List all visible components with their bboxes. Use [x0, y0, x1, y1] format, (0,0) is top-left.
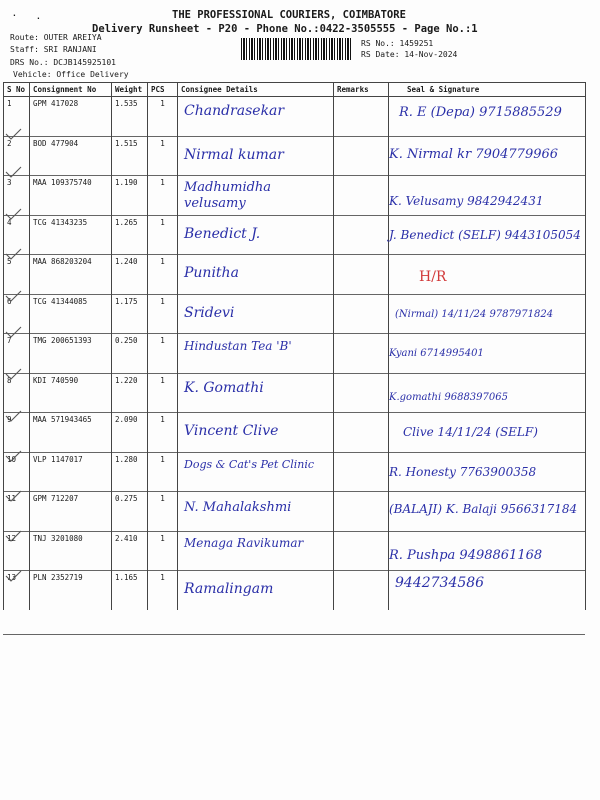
signature-handwriting: J. Benedict (SELF) 9443105054: [389, 227, 581, 242]
tick-icon: [6, 491, 21, 501]
row-weight: 1.240: [112, 255, 148, 295]
consignee-handwriting: Chandrasekar: [184, 103, 285, 119]
rs-date: RS Date: 14-Nov-2024: [361, 50, 458, 59]
row-remarks: [334, 373, 389, 413]
tick-icon: [6, 167, 21, 177]
col-signature: Seal & Signature: [389, 83, 586, 97]
table-row: [4, 531, 586, 571]
row-pcs: 1: [148, 255, 178, 295]
row-remarks: [334, 136, 389, 176]
row-signature-cell: [389, 255, 586, 295]
consignee-handwriting: Nirmal kumar: [184, 146, 284, 163]
col-weight: Weight: [112, 83, 148, 97]
table-row: [4, 492, 586, 532]
consignee-handwriting: K. Gomathi: [184, 379, 264, 396]
row-consignment: TCG 41343235: [30, 215, 112, 255]
table-row: [4, 176, 586, 216]
tick-icon: [6, 369, 21, 379]
tick-marks: [2, 120, 26, 640]
vehicle-label: Vehicle: Office Delivery: [13, 70, 129, 79]
row-sno: 10: [4, 452, 30, 492]
table-row: [4, 334, 586, 374]
tick-icon: [6, 411, 21, 421]
tick-icon: [6, 571, 21, 581]
row-weight: 0.250: [112, 334, 148, 374]
row-sno: 11: [4, 492, 30, 532]
row-consignment: TNJ 3201080: [30, 531, 112, 571]
row-weight: 1.190: [112, 176, 148, 216]
row-pcs: 1: [148, 373, 178, 413]
signature-handwriting: Clive 14/11/24 (SELF): [403, 425, 538, 439]
row-remarks: [334, 571, 389, 611]
table-row: [4, 373, 586, 413]
row-weight: 1.220: [112, 373, 148, 413]
route-label: Route: OUTER AREIYA: [10, 33, 102, 42]
col-sno: S No: [4, 83, 30, 97]
tick-icon: [6, 327, 21, 337]
row-signature-cell: [389, 571, 586, 611]
row-signature-cell: [389, 294, 586, 334]
row-sno: 12: [4, 531, 30, 571]
row-pcs: 1: [148, 97, 178, 137]
row-pcs: 1: [148, 531, 178, 571]
row-sno: 4: [4, 215, 30, 255]
consignee-handwriting: Punitha: [184, 265, 239, 281]
row-consignment: MAA 571943465: [30, 413, 112, 453]
row-consignee-cell: [178, 176, 334, 216]
row-sno: 9: [4, 413, 30, 453]
col-consignment: Consignment No: [30, 83, 112, 97]
consignee-handwriting: Vincent Clive: [184, 423, 279, 439]
signature-handwriting: K. Velusamy 9842942431: [389, 194, 544, 208]
row-sno: 7: [4, 334, 30, 374]
col-remarks: Remarks: [334, 83, 389, 97]
table-row: [4, 136, 586, 176]
row-remarks: [334, 334, 389, 374]
signature-handwriting: R. Honesty 7763900358: [389, 464, 537, 479]
row-remarks: [334, 452, 389, 492]
corner-mark: .: [12, 9, 17, 18]
row-pcs: 1: [148, 136, 178, 176]
row-weight: 1.175: [112, 294, 148, 334]
delivery-table: [3, 82, 586, 610]
row-consignment: VLP 1147017: [30, 452, 112, 492]
consignee-handwriting: Hindustan Tea 'B': [184, 339, 292, 353]
row-sno: 3: [4, 176, 30, 216]
row-consignee-cell: [178, 97, 334, 137]
row-pcs: 1: [148, 452, 178, 492]
consignee-handwriting: Madhumidha velusamy: [184, 180, 272, 211]
row-sno: 13: [4, 571, 30, 611]
row-consignee-cell: [178, 255, 334, 295]
row-signature-cell: [389, 334, 586, 374]
row-weight: 1.165: [112, 571, 148, 611]
row-weight: 1.280: [112, 452, 148, 492]
row-consignment: KDI 740590: [30, 373, 112, 413]
row-pcs: 1: [148, 492, 178, 532]
row-signature-cell: [389, 492, 586, 532]
tick-icon: [6, 249, 21, 259]
table-bottom-rule: [3, 634, 585, 635]
row-sno: 6: [4, 294, 30, 334]
consignee-handwriting: N. Mahalakshmi: [184, 500, 292, 515]
signature-handwriting: Kyani 6714995401: [389, 348, 484, 359]
row-remarks: [334, 176, 389, 216]
consignee-handwriting: Menaga Ravikumar: [184, 535, 304, 550]
row-pcs: 1: [148, 334, 178, 374]
row-sno: 2: [4, 136, 30, 176]
row-consignee-cell: [178, 531, 334, 571]
tick-icon: [6, 531, 21, 541]
row-consignee-cell: [178, 215, 334, 255]
table-row: [4, 255, 586, 295]
row-consignment: BOD 477904: [30, 136, 112, 176]
barcode-image: [241, 38, 351, 60]
row-consignee-cell: [178, 492, 334, 532]
table-row: [4, 215, 586, 255]
row-consignee-cell: [178, 571, 334, 611]
corner-dot: .: [36, 12, 41, 21]
row-weight: 2.090: [112, 413, 148, 453]
row-remarks: [334, 215, 389, 255]
row-consignment: PLN 2352719: [30, 571, 112, 611]
row-signature-cell: [389, 215, 586, 255]
row-consignment: GPM 417028: [30, 97, 112, 137]
row-consignment: TCG 41344085: [30, 294, 112, 334]
row-signature-cell: [389, 97, 586, 137]
drs-label: DRS No.: DCJB145925101: [10, 58, 116, 67]
row-remarks: [334, 294, 389, 334]
table-row: [4, 571, 586, 611]
row-remarks: [334, 531, 389, 571]
row-weight: 1.515: [112, 136, 148, 176]
table-header-row: [4, 83, 586, 97]
runsheet-title: Delivery Runsheet - P20 - Phone No.:0422-3505555 - Page No.:1: [92, 23, 478, 35]
consignee-handwriting: Sridevi: [184, 304, 235, 321]
row-sno: 5: [4, 255, 30, 295]
row-signature-cell: [389, 176, 586, 216]
signature-handwriting: H/R: [419, 269, 447, 285]
signature-handwriting: (Nirmal) 14/11/24 9787971824: [395, 308, 554, 320]
row-remarks: [334, 255, 389, 295]
row-consignee-cell: [178, 452, 334, 492]
row-sno: 1: [4, 97, 30, 137]
rs-number: RS No.: 1459251: [361, 39, 434, 48]
tick-icon: [6, 209, 21, 219]
signature-handwriting: R. E (Depa) 9715885529: [399, 105, 562, 120]
row-sno: 8: [4, 373, 30, 413]
row-pcs: 1: [148, 294, 178, 334]
table-row: [4, 452, 586, 492]
col-pcs: PCS: [148, 83, 178, 97]
signature-handwriting: K.gomathi 9688397065: [389, 391, 508, 403]
row-consignee-cell: [178, 413, 334, 453]
row-consignment: MAA 109375740: [30, 176, 112, 216]
row-signature-cell: [389, 373, 586, 413]
table-row: [4, 413, 586, 453]
row-consignment: MAA 868203204: [30, 255, 112, 295]
row-consignee-cell: [178, 294, 334, 334]
row-signature-cell: [389, 136, 586, 176]
row-consignee-cell: [178, 136, 334, 176]
row-signature-cell: [389, 413, 586, 453]
row-pcs: 1: [148, 413, 178, 453]
signature-handwriting: (BALAJI) K. Balaji 9566317184: [389, 502, 578, 516]
row-consignee-cell: [178, 334, 334, 374]
staff-label: Staff: SRI RANJANI: [10, 45, 97, 54]
signature-handwriting: R. Pushpa 9498861168: [389, 547, 543, 563]
signature-handwriting: 9442734586: [395, 575, 485, 591]
row-consignment: GPM 712207: [30, 492, 112, 532]
row-consignment: TMG 200651393: [30, 334, 112, 374]
table-row: [4, 97, 586, 137]
row-remarks: [334, 413, 389, 453]
col-consignee: Consignee Details: [178, 83, 334, 97]
row-signature-cell: [389, 531, 586, 571]
consignee-handwriting: Dogs & Cat's Pet Clinic: [184, 457, 315, 471]
consignee-handwriting: Benedict J.: [184, 225, 261, 242]
row-weight: 1.535: [112, 97, 148, 137]
row-remarks: [334, 492, 389, 532]
row-pcs: 1: [148, 215, 178, 255]
row-pcs: 1: [148, 176, 178, 216]
tick-icon: [6, 451, 21, 461]
row-weight: 2.410: [112, 531, 148, 571]
row-pcs: 1: [148, 571, 178, 611]
signature-handwriting: K. Nirmal kr 7904779966: [389, 146, 559, 162]
consignee-handwriting: Ramalingam: [184, 581, 274, 597]
row-weight: 0.275: [112, 492, 148, 532]
table-row: [4, 294, 586, 334]
row-remarks: [334, 97, 389, 137]
row-weight: 1.265: [112, 215, 148, 255]
row-signature-cell: [389, 452, 586, 492]
company-name: THE PROFESSIONAL COURIERS, COIMBATORE: [172, 9, 406, 21]
row-consignee-cell: [178, 373, 334, 413]
tick-icon: [6, 291, 21, 301]
tick-icon: [6, 129, 21, 139]
